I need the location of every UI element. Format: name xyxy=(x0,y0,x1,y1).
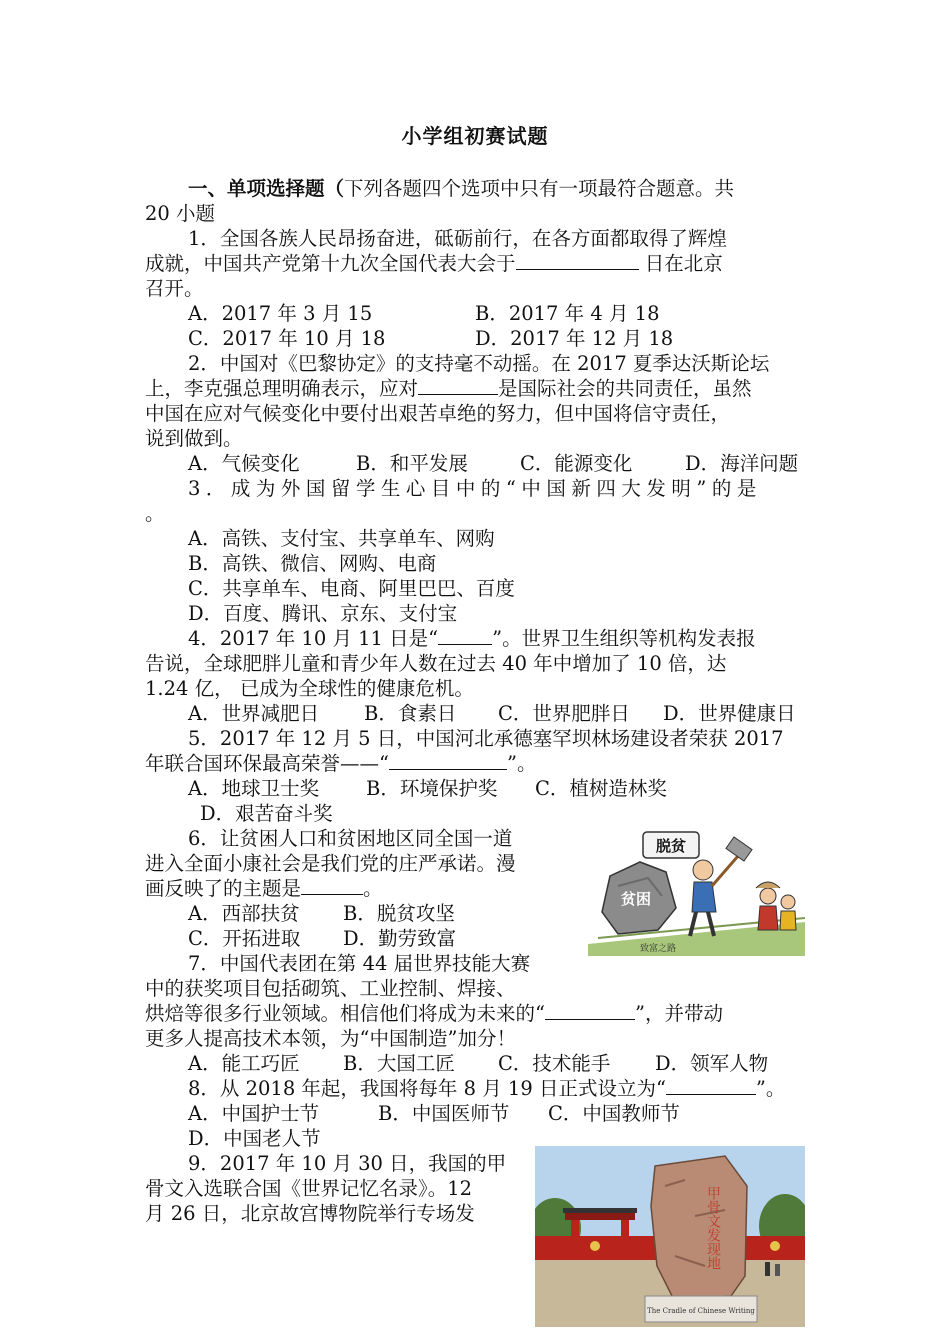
q8-blank xyxy=(666,1076,756,1095)
q1-line3: 召开。 xyxy=(145,277,204,300)
q5-text-end: ”。 xyxy=(506,752,537,775)
q4-line1 xyxy=(188,626,756,651)
photo-plaque-text: The Cradle of Chinese Writing xyxy=(647,1307,755,1315)
q8-option-b: B．中国医师节 xyxy=(378,1102,510,1125)
cartoon-label-road: 致富之路 xyxy=(639,944,677,954)
q2-text-end: 是国际社会的共同责任，虽然 xyxy=(498,377,752,400)
q1-option-d: D．2017 年 12 月 18 xyxy=(475,327,674,350)
cartoon-illustration xyxy=(588,826,805,956)
q3-option-c: C．共享单车、电商、阿里巴巴、百度 xyxy=(188,577,515,600)
q7-line3 xyxy=(145,1001,723,1026)
q5-blank xyxy=(389,751,507,770)
q2-option-a: A．气候变化 xyxy=(188,452,300,475)
q2-text: 上，李克强总理明确表示，应对 xyxy=(145,377,419,400)
q9-line3: 月 26 日，北京故宫博物院举行专场发 xyxy=(145,1202,475,1225)
q2-option-b: B．和平发展 xyxy=(356,452,468,475)
q1-option-c: C．2017 年 10 月 18 xyxy=(188,327,386,350)
q4-option-a: A．世界减肥日 xyxy=(188,702,320,725)
photo-stone-text: 甲骨文发现地 xyxy=(705,1186,721,1270)
q8-line1 xyxy=(188,1076,785,1101)
q2-line3: 中国在应对气候变化中要付出艰苦卓绝的努力，但中国将信守责任， xyxy=(145,402,731,425)
cartoon-label-top: 脱贫 xyxy=(655,837,687,855)
q4-text: 4．2017 年 10 月 11 日是“ xyxy=(188,627,439,650)
page-title: 小学组初赛试题 xyxy=(401,124,549,148)
q3-option-d: D．百度、腾讯、京东、支付宝 xyxy=(188,602,458,625)
q3-option-b: B．高铁、微信、网购、电商 xyxy=(188,552,437,575)
q9-line1: 9．2017 年 10 月 30 日，我国的甲 xyxy=(188,1152,507,1175)
q4-option-d: D．世界健康日 xyxy=(663,702,796,725)
q2-option-c: C．能源变化 xyxy=(520,452,633,475)
q5-line1: 5．2017 年 12 月 5 日，中国河北承德塞罕坝林场建设者荣获 2017 xyxy=(188,727,784,750)
q7-option-b: B．大国工匠 xyxy=(343,1052,455,1075)
q6-option-a: A．西部扶贫 xyxy=(188,902,300,925)
q4-option-b: B．食素日 xyxy=(364,702,457,725)
q7-line2: 中的获奖项目包括砌筑、工业控制、焊接、 xyxy=(145,977,516,1000)
q6-line3 xyxy=(145,876,383,901)
q4-line2: 告说，全球肥胖儿童和青少年人数在过去 40 年中增加了 10 倍，达 xyxy=(145,652,727,675)
q1-line1: 1．全国各族人民昂扬奋进，砥砺前行，在各方面都取得了辉煌 xyxy=(188,227,727,250)
q6-text: 画反映了的主题是 xyxy=(145,877,302,900)
oracle-bone-photo xyxy=(535,1146,805,1327)
q7-option-a: A．能工巧匠 xyxy=(188,1052,300,1075)
q7-line1: 7．中国代表团在第 44 届世界技能大赛 xyxy=(188,952,531,975)
q3-line1: 3．成为外国留学生心目中的“中国新四大发明”的是 xyxy=(188,477,762,500)
q7-text: 烘焙等很多行业领域。相信他们将成为未来的“ xyxy=(145,1002,545,1025)
q5-option-a: A．地球卫士奖 xyxy=(188,777,320,800)
q1-text: 成就，中国共产党第十九次全国代表大会于 xyxy=(145,252,516,275)
q6-blank xyxy=(301,876,363,895)
q5-line2 xyxy=(145,751,536,776)
q4-option-c: C．世界肥胖日 xyxy=(498,702,630,725)
q7-option-c: C．技术能手 xyxy=(498,1052,611,1075)
q6-line1: 6．让贫困人口和贫困地区同全国一道 xyxy=(188,827,513,850)
photo-illustration xyxy=(535,1146,805,1327)
q6-line2: 进入全面小康社会是我们党的庄严承诺。漫 xyxy=(145,852,516,875)
cartoon-label-rock: 贫困 xyxy=(620,890,652,908)
section-title: 一、单项选择题（ xyxy=(188,177,345,200)
q7-blank xyxy=(545,1001,635,1020)
q1-text-end: 日在北京 xyxy=(644,252,723,275)
q1-line2 xyxy=(145,251,723,276)
q6-option-b: B．脱贫攻坚 xyxy=(343,902,455,925)
q2-blank xyxy=(418,376,498,395)
q5-option-c: C．植树造林奖 xyxy=(535,777,667,800)
q9-line2: 骨文入选联合国《世界记忆名录》。12 xyxy=(145,1177,473,1200)
q2-line2 xyxy=(145,376,752,401)
q4-line3: 1.24 亿， 已成为全球性的健康危机。 xyxy=(145,677,474,700)
q7-option-d: D．领军人物 xyxy=(655,1052,769,1075)
q3-option-a: A．高铁、支付宝、共享单车、网购 xyxy=(188,527,495,550)
q8-text: 8．从 2018 年起，我国将每年 8 月 19 日正式设立为“ xyxy=(188,1077,666,1100)
q1-option-b: B．2017 年 4 月 18 xyxy=(475,302,660,325)
q6-text-end: 。 xyxy=(363,877,383,900)
section-note-line2: 20 小题 xyxy=(145,202,216,225)
section-note: 下列各题四个选项中只有一项最符合题意。共 xyxy=(344,177,735,200)
q2-option-d: D．海洋问题 xyxy=(685,452,799,475)
q5-option-d: D．艰苦奋斗奖 xyxy=(200,802,333,825)
q2-line4: 说到做到。 xyxy=(145,427,243,450)
q3-line2: 。 xyxy=(145,502,165,525)
q4-blank xyxy=(438,626,492,645)
q5-option-b: B．环境保护奖 xyxy=(366,777,498,800)
q8-text-end: ”。 xyxy=(755,1077,786,1100)
q1-option-a: A．2017 年 3 月 15 xyxy=(188,302,373,325)
cartoon-poverty-figure xyxy=(588,826,805,956)
q2-line1: 2．中国对《巴黎协定》的支持毫不动摇。在 2017 夏季达沃斯论坛 xyxy=(188,352,770,375)
q7-line4: 更多人提高技术本领，为“中国制造”加分！ xyxy=(145,1027,516,1050)
q5-text: 年联合国环保最高荣誉——“ xyxy=(145,752,389,775)
q8-option-d: D．中国老人节 xyxy=(188,1127,321,1150)
q7-text-end: ”，并带动 xyxy=(634,1002,723,1025)
q4-text-end: ”。世界卫生组织等机构发表报 xyxy=(492,627,756,650)
q6-option-d: D．勤劳致富 xyxy=(343,927,457,950)
q1-blank xyxy=(516,251,639,270)
q8-option-c: C．中国教师节 xyxy=(548,1102,680,1125)
q6-option-c: C．开拓进取 xyxy=(188,927,301,950)
section-heading xyxy=(188,176,734,201)
q8-option-a: A．中国护士节 xyxy=(188,1102,320,1125)
